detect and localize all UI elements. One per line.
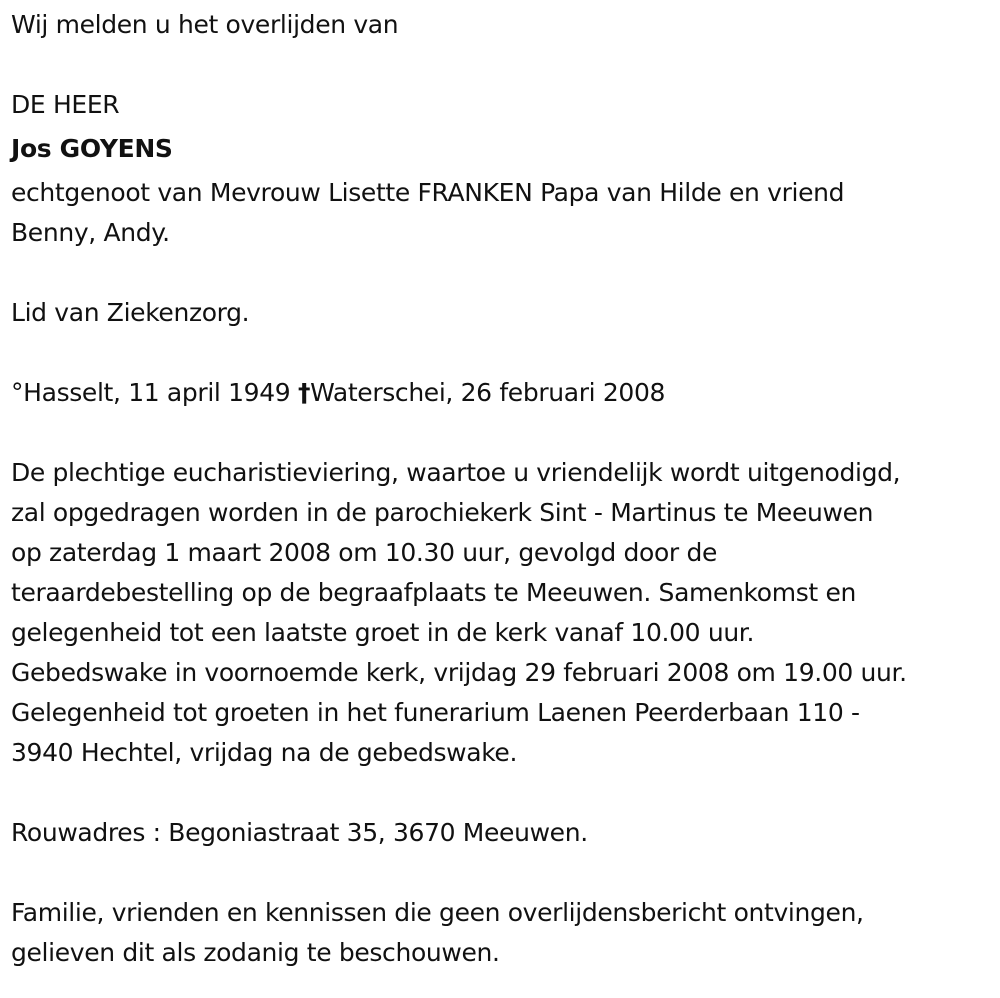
ceremony-line: gelegenheid tot een laatste groet in de kerk vanaf 10.00 uur. (11, 618, 755, 647)
ceremony-line: 3940 Hechtel, vrijdag na de gebedswake. (11, 738, 518, 767)
ceremony-line: zal opgedragen worden in de parochiekerk Sint - Martinus te Meeuwen (11, 498, 874, 527)
deceased-name: Jos GOYENS (11, 134, 173, 163)
spacer (11, 333, 996, 373)
spacer (11, 45, 996, 85)
death-notice (11, 5, 996, 973)
birth-text: °Hasselt, 11 april 1949 (11, 378, 298, 407)
spacer (11, 773, 996, 813)
ceremony-line: op zaterdag 1 maart 2008 om 10.30 uur, gevolgd door de (11, 538, 718, 567)
spacer (11, 853, 996, 893)
spacer (11, 253, 996, 293)
honorific-title: DE HEER (11, 90, 120, 119)
death-text: Waterschei, 26 februari 2008 (310, 378, 666, 407)
membership-text: Lid van Ziekenzorg. (11, 298, 250, 327)
cross-icon: † (297, 378, 311, 407)
life-dates (11, 373, 996, 413)
mourning-address: Rouwadres : Begoniastraat 35, 3670 Meeuwen. (11, 818, 588, 847)
ceremony-line: Gebedswake in voornoemde kerk, vrijdag 29 februari 2008 om 19.00 uur. (11, 658, 907, 687)
ceremony-line: teraardebestelling op de begraafplaats te Meeuwen. Samenkomst en (11, 578, 856, 607)
closing-line-2: gelieven dit als zodanig te beschouwen. (11, 938, 500, 967)
spacer (11, 413, 996, 453)
ceremony-line: De plechtige eucharistieviering, waartoe u vriendelijk wordt uitgenodigd, (11, 458, 901, 487)
intro-text: Wij melden u het overlijden van (11, 10, 399, 39)
ceremony-line: Gelegenheid tot groeten in het funerarium Laenen Peerderbaan 110 - (11, 698, 860, 727)
relations-line-1: echtgenoot van Mevrouw Lisette FRANKEN Papa van Hilde en vriend (11, 178, 845, 207)
closing-line-1: Familie, vrienden en kennissen die geen overlijdensbericht ontvingen, (11, 898, 864, 927)
relations-line-2: Benny, Andy. (11, 218, 170, 247)
